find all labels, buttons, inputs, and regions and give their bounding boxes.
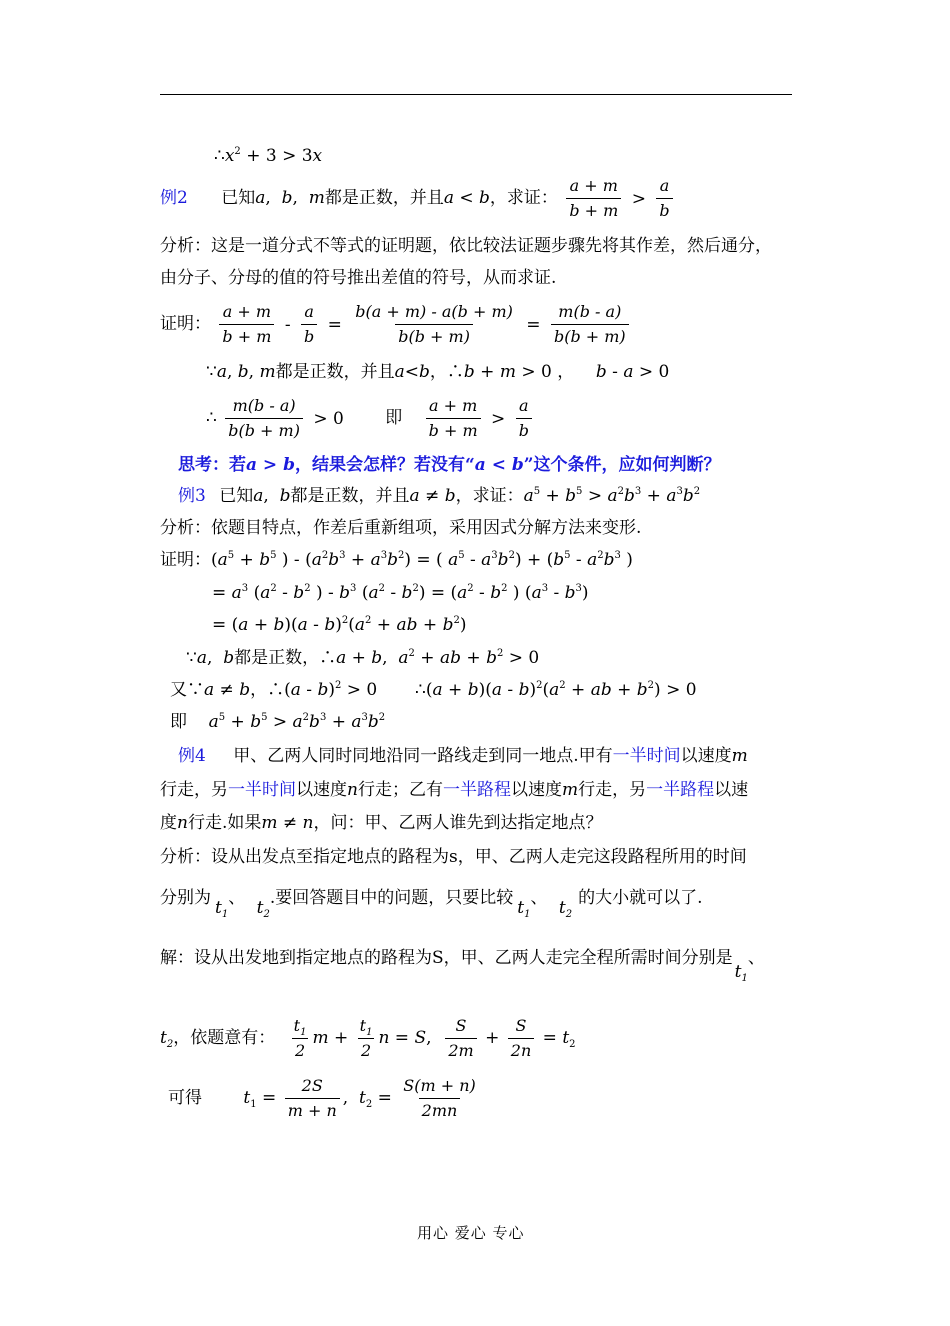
example-2-label: 例2	[160, 188, 188, 208]
fraction: $\frac{a}{b}$	[656, 176, 672, 221]
example-2-because: ∵a, b, m都是正数，并且a<b，∴b + m > 0 ， b - a > 0	[206, 362, 670, 382]
example-3-proof-5: 又∵a ≠ b，∴(a - b)$^2$ > 0 ∴(a + $b)(a - b)^2(a^2$ + ab + $b^2) > 0$	[170, 680, 697, 700]
example-3-proof-2: = $a^3$ ($a^2 - b^2$ ) - $b^3$ $(a^2 - b^2) = (a^2 - b^2$ ) $(a^3 - b^3)$	[212, 583, 589, 603]
example-4-analysis-2: 分别为 $t_1$、 $t_2$.要回答题目中的问题，只要比较 $t_1$、 $t_2$的大小就可以了.	[160, 888, 703, 920]
example-4-result: 可得 $t_1$ = $\frac{2S}{m + n}$ , $t_2$ = $\frac{S(m + n)}{2mn}$	[168, 1076, 476, 1120]
example-3-proof-4: ∵a, b都是正数，∴a + b, $a^2$ + ab + $b^2 > 0$	[186, 648, 540, 668]
example-3-proof-6: 即 $a^5 + b^5 > a^2b^3 + a^3b^2$	[170, 712, 386, 732]
example-3-proof-3: = $(a + b)(a - b)^2(a^2$ + ab + $b^2$)	[212, 615, 467, 635]
example-4-line-2: 行走，另一半时间以速度n行走；乙有一半路程以速度m行走，另一半路程以速	[160, 780, 749, 800]
example-4-solution-2: $t_2$，依题意有： $\frac{t_1}{2}$ m + $\frac{t_1}{2}$ n = S, $\frac{S}{2m}$ + $\frac{S}{2n}$ = $t_2$	[160, 1016, 576, 1060]
example-2-therefore: ∴ $\frac{m(b - a)}{b(b + m)}$ > 0 即 $\frac{a + m}{b + m}$ > $\frac{a}{b}$	[206, 396, 535, 441]
fraction: $\frac{a + m}{b + m}$	[566, 176, 621, 221]
example-3-analysis: 分析：依题目特点，作差后重新组项，采用因式分解方法来变形.	[160, 518, 642, 538]
example-2-analysis-1: 分析：这是一道分式不等式的证明题，依比较法证题步骤先将其作差，然后通分，	[160, 236, 772, 256]
example-4-line-1: 例4 甲、乙两人同时同地沿同一路线走到同一地点.甲有一半时间以速度m	[178, 746, 748, 766]
conclusion-line: $\therefore x^2 + 3 > 3x$	[214, 146, 323, 166]
page-footer: 用心 爱心 专心	[417, 1224, 525, 1242]
example-4-solution-1: 解：设从出发地到指定地点的路程为S，甲、乙两人走完全程所需时间分别是$t_1$、	[160, 948, 765, 984]
think-question: 思考：若a > b，结果会怎样？若没有“a < b”这个条件，应如何判断？	[178, 455, 721, 475]
example-4-label: 例4	[178, 746, 206, 766]
example-2-analysis-2: 由分子、分母的值的符号推出差值的符号，从而求证.	[160, 268, 557, 288]
example-3-proof-1: 证明：($a^5 + b^5$ ) - $(a^2b^3 + a^3b^2)$ = ( $a^5 - a^3b^2) + (b^5 - a^2b^3$ )	[160, 550, 633, 570]
example-2-statement: 例2 已知a, b, m都是正数，并且a < b，求证： $\frac{a + m}{b + m}$ > $\frac{a}{b}$	[160, 176, 676, 221]
example-4-analysis-1: 分析：设从出发点至指定地点的路程为s，甲、乙两人走完这段路程所用的时间	[160, 847, 747, 867]
example-3-label: 例3	[178, 486, 206, 506]
header-rule	[160, 94, 792, 95]
example-3-statement: 例3 已知a, b都是正数，并且a ≠ b，求证：$a^5 + b^5 > a^2b^3 + a^3b^2$	[178, 486, 701, 506]
example-4-line-3: 度n行走.如果m ≠ n，问：甲、乙两人谁先到达指定地点？	[160, 813, 603, 833]
example-2-proof: 证明： $\frac{a + m}{b + m}$ - $\frac{a}{b}$ = $\frac{b(a + m) - a(b + m)}{b(b + m)}$ = $\frac{m(b - a)}{b(b + m)}$	[160, 302, 632, 347]
